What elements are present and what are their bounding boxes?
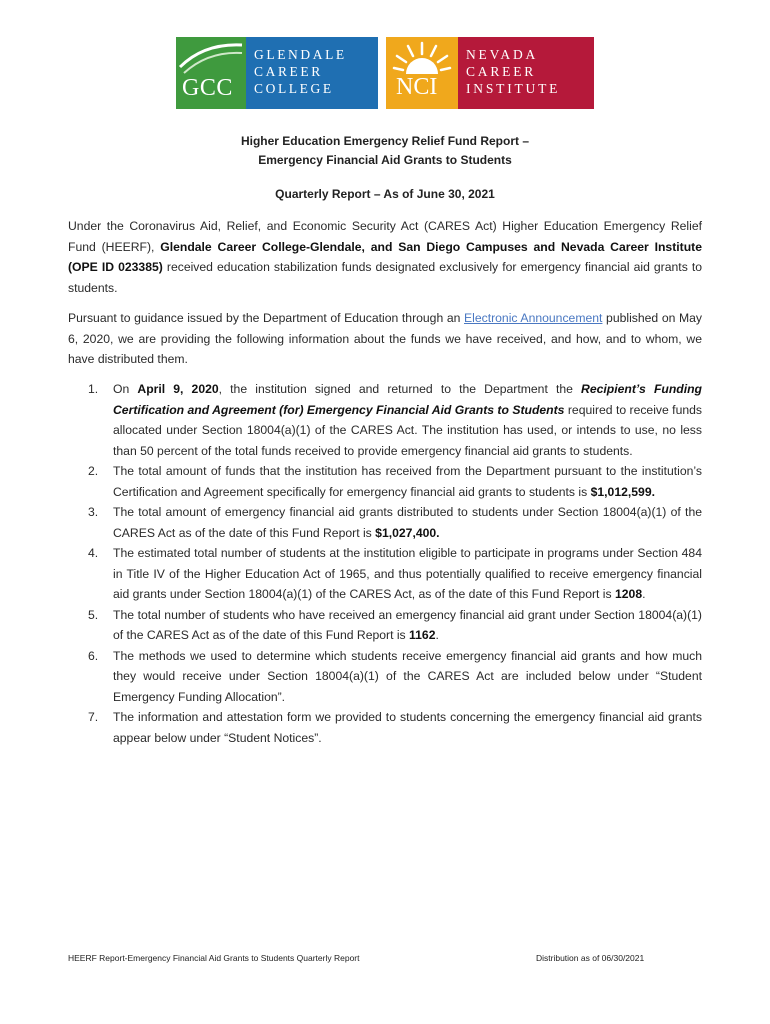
electronic-announcement-link[interactable]: Electronic Announcement (464, 311, 603, 325)
list-item (88, 379, 702, 461)
item-number: 2. (88, 464, 99, 478)
list-item (88, 502, 702, 543)
item-text: The methods we used to determine which students receive emergency financial aid grants and how much they would receive under Section 18004(a)(1) of the CARES Act are included below under “Student Emergency Funding Allocation”. (113, 648, 702, 704)
list-item (88, 543, 702, 605)
gcc-name-line: COLLEGE (254, 81, 334, 96)
eligible-students-count: 1208 (615, 587, 643, 601)
logo-header (176, 37, 594, 109)
item-number: 4. (88, 546, 99, 560)
item-number: 6. (88, 648, 99, 663)
guidance-text: Pursuant to guidance issued by the Department of Education through an (68, 311, 464, 325)
nci-name (466, 46, 560, 97)
footer-report-name: HEERF Report-Emergency Financial Aid Grants to Students Quarterly Report (68, 953, 360, 963)
gcc-logo-mark (176, 37, 246, 109)
item-text: The total amount of funds that the institution has received from the Department pursuant to the institution’s Certification and Agreement specifically for emergency financial aid grants to students is (113, 464, 702, 499)
list-item (88, 707, 702, 748)
swoosh-icon (176, 37, 246, 77)
nci-abbr: NCI (396, 74, 438, 100)
guidance-text-end: published on May 6, 2020, we are providing the following information about the funds we have received, and how, and to whom, we have distributed them. (68, 311, 702, 366)
item-number: 5. (88, 607, 99, 622)
gcc-logo (176, 37, 378, 109)
list-item (88, 605, 702, 646)
item-text: The total number of students who have received an emergency financial aid grant under Section 18004(a)(1) of the CARES Act as of the date of this Fund Report is (113, 607, 702, 642)
list-item (88, 646, 702, 708)
report-subtitle: Quarterly Report – As of June 30, 2021 (275, 187, 495, 201)
gcc-name-line: CAREER (254, 64, 323, 79)
item-text: required to receive funds allocated under Section 18004(a)(1) of the CARES Act. The institution has used, or intends to use, no less than 50 percent of the total funds received to provide emergency financial aid grants to students. (113, 402, 702, 458)
item-number: 3. (88, 505, 99, 519)
item-number: 7. (88, 710, 99, 724)
nci-logo-mark (386, 37, 458, 109)
nci-name-line: NEVADA (466, 47, 539, 62)
report-items-list (88, 379, 702, 748)
funds-received-amount: $1,012,599. (590, 484, 655, 499)
agreement-title: Recipient’s Funding Certification and Agreement (for) Emergency Financial Aid Grants to Students (113, 382, 703, 417)
grants-distributed-amount: $1,027,400. (375, 525, 440, 540)
list-item (88, 461, 702, 502)
item-text: . (435, 628, 439, 642)
nci-logo (386, 37, 594, 109)
gcc-name (254, 46, 347, 97)
item-text: On (113, 382, 138, 396)
item-text: . (642, 587, 646, 601)
item-text: The information and attestation form we provided to students concerning the emergency financial aid grants appear below under “Student Notices”. (113, 710, 702, 745)
item-number: 1. (88, 382, 99, 396)
gcc-abbr: GCC (182, 75, 233, 101)
institution-name: Glendale Career College-Glendale, and San Diego Campuses and Nevada Career Institute (OPE ID 023385) (68, 239, 702, 274)
nci-name-line: INSTITUTE (466, 81, 561, 96)
item-text: The estimated total number of students at the institution eligible to participate in programs under Section 484 in Title IV of the Higher Education Act of 1965, and thus potentially qualified to receive emergency financial aid grants under Section 18004(a)(1) of the CARES Act, as of the date of this Fund Report is (113, 546, 702, 601)
item-text: , the institution signed and returned to the Department the (218, 382, 582, 396)
signing-date: April 9, 2020 (137, 382, 219, 396)
guidance-paragraph (68, 308, 702, 370)
intro-text: Under the Coronavirus Aid, Relief, and Economic Security Act (CARES Act) Higher Education Emergency Relief Fund (HEERF), (68, 219, 702, 254)
intro-text-end: received education stabilization funds designated exclusively for emergency financial aid grants to students. (68, 260, 703, 295)
footer-distribution-date: Distribution as of 06/30/2021 (536, 953, 645, 963)
sun-icon (392, 40, 452, 78)
gcc-name-line: GLENDALE (254, 47, 347, 62)
report-title: Higher Education Emergency Relief Fund Report – (240, 134, 530, 148)
nci-name-line: CAREER (466, 64, 537, 79)
recipient-students-count: 1162 (409, 628, 436, 642)
item-text: The total amount of emergency financial aid grants distributed to students under Section 18004(a)(1) of the CARES Act as of the date of this Fund Report is (113, 505, 702, 540)
report-title-line-2: Emergency Financial Aid Grants to Students (258, 153, 512, 167)
intro-paragraph (68, 216, 702, 298)
